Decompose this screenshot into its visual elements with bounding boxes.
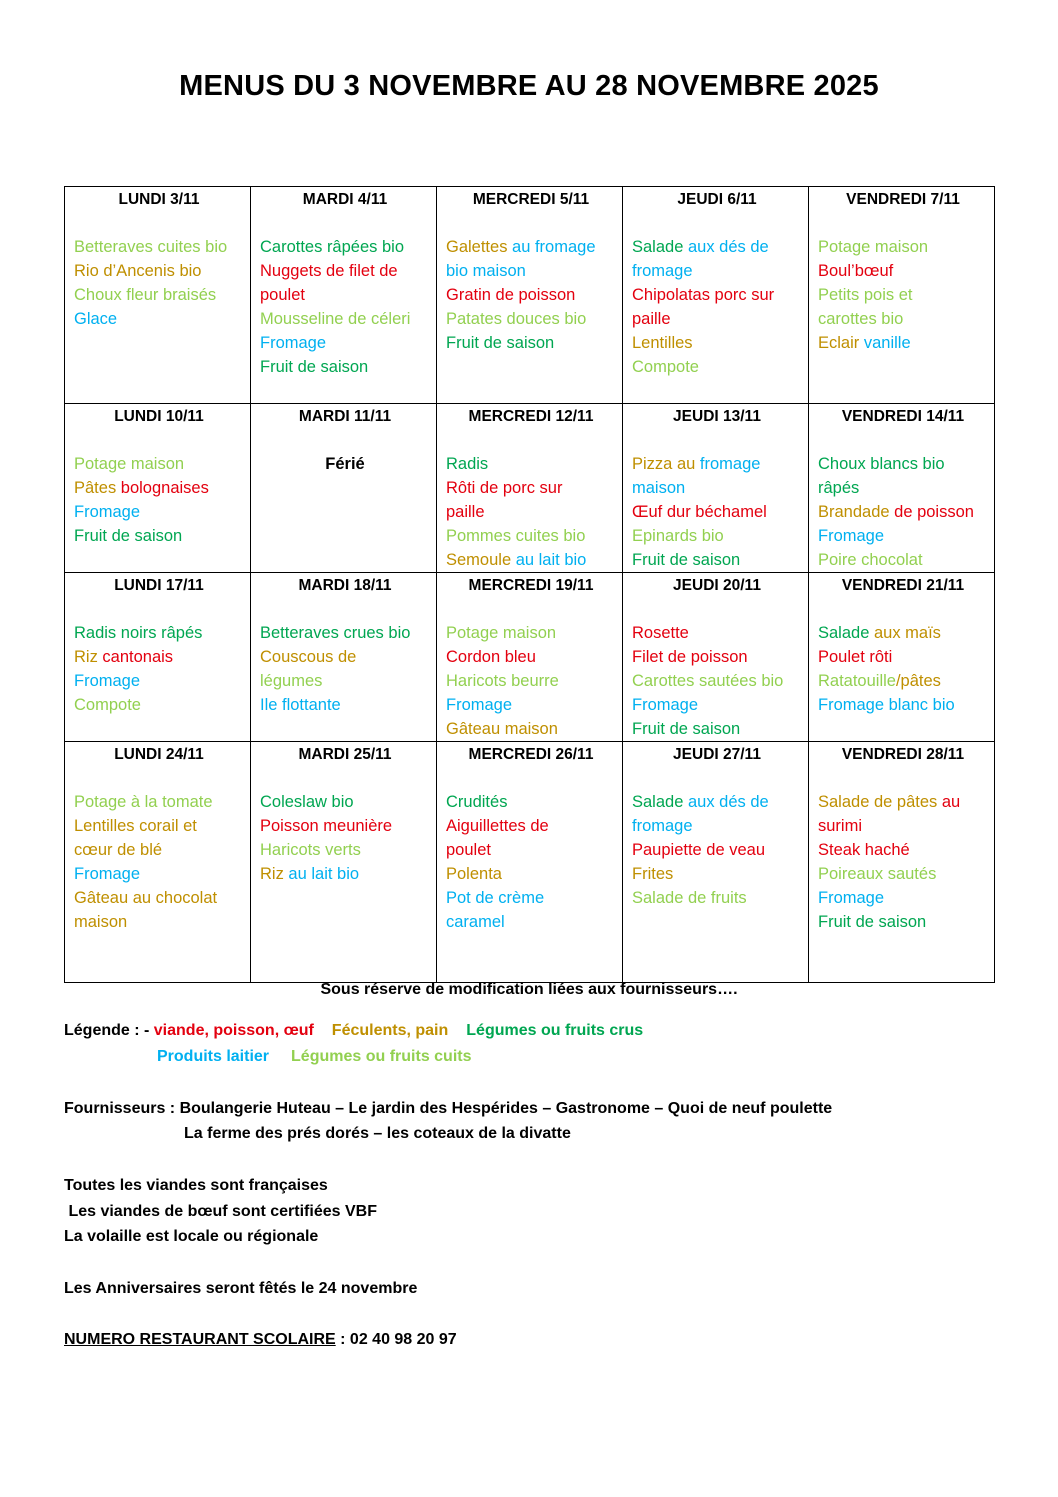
menu-item-text: Steak haché <box>818 841 910 859</box>
day-cell <box>437 404 623 573</box>
day-heading: LUNDI 10/11 <box>114 408 204 425</box>
menu-item-text: Fruit de saison <box>632 551 741 569</box>
menu-item <box>818 548 988 572</box>
menu-item-text: Potage maison <box>74 455 185 473</box>
day-cell <box>623 742 809 983</box>
menu-item-text: Fromage <box>446 696 513 714</box>
day-heading: LUNDI 17/11 <box>114 577 204 594</box>
menu-item-text: Lentilles <box>632 334 693 352</box>
day-cell <box>623 187 809 404</box>
menu-item-text: poulet <box>260 286 305 304</box>
menu-item-text: Fromage <box>818 527 885 545</box>
menu-item-text: au <box>937 793 961 811</box>
menu-item <box>446 886 616 910</box>
week-row <box>65 404 995 573</box>
day-heading: MERCREDI 12/11 <box>468 408 594 425</box>
menu-item-text: Riz <box>74 648 98 666</box>
menu-item <box>632 259 802 283</box>
day-heading: VENDREDI 14/11 <box>841 408 965 425</box>
menu-item <box>446 283 616 307</box>
menu-item <box>632 886 802 910</box>
menu-item-text: Aiguillettes de <box>446 817 549 835</box>
phone-label: NUMERO RESTAURANT SCOLAIRE <box>64 1331 336 1348</box>
day-cell <box>251 573 437 742</box>
menu-item-text: Pâtes <box>74 479 117 497</box>
menu-item <box>260 259 430 283</box>
day-cell <box>437 742 623 983</box>
day-cell <box>437 187 623 404</box>
menu-item <box>818 838 988 862</box>
day-cell <box>437 573 623 742</box>
day-heading: MERCREDI 19/11 <box>468 577 594 594</box>
menu-item-text: Couscous de <box>260 648 357 666</box>
menu-item-text: bolognaises <box>116 479 209 497</box>
menu-item <box>632 621 802 645</box>
day-cell <box>623 404 809 573</box>
menu-item-text: fromage <box>632 262 693 280</box>
menu-item <box>260 283 430 307</box>
menu-item-text: Fromage <box>74 865 141 883</box>
menu-item-text: Poulet rôti <box>818 648 893 666</box>
menu-item <box>632 235 802 259</box>
menu-item-text: Semoule <box>446 551 512 569</box>
menu-item <box>446 476 616 500</box>
menu-item-text: Chipolatas porc sur <box>632 286 775 304</box>
menu-item <box>446 645 616 669</box>
menu-item-text: Pizza <box>632 455 673 473</box>
menu-item <box>446 452 616 476</box>
menu-item <box>818 790 988 814</box>
day-heading: MERCREDI 5/11 <box>472 191 590 208</box>
menu-item <box>818 524 988 548</box>
menu-item-text: bio maison <box>446 262 526 280</box>
menu-item-text: Salade de fruits <box>632 889 747 907</box>
menu-item <box>446 910 616 934</box>
menu-item <box>260 307 430 331</box>
menu-item <box>632 790 802 814</box>
menu-item <box>818 331 988 355</box>
menu-item-text: Nuggets de filet de <box>260 262 398 280</box>
menu-item <box>446 814 616 838</box>
menu-item-text: Radis noirs râpés <box>74 624 203 642</box>
menu-item <box>446 693 616 717</box>
legend-row-1 <box>64 1021 657 1041</box>
menu-item <box>632 838 802 862</box>
suppliers-line-2: La ferme des prés dorés – les coteaux de la divatte <box>184 1125 571 1142</box>
menu-item <box>74 307 244 331</box>
menu-item-text: fromage <box>699 455 761 473</box>
menu-item <box>74 814 244 838</box>
menu-item <box>818 621 988 645</box>
menu-item <box>446 838 616 862</box>
menu-item-text: Choux fleur braisés <box>74 286 217 304</box>
menu-item-text: carottes bio <box>818 310 904 328</box>
menu-item-text: Coleslaw bio <box>260 793 354 811</box>
menu-item-text: Fruit de saison <box>260 358 369 376</box>
day-heading: JEUDI 27/11 <box>673 746 761 763</box>
menu-item <box>446 331 616 355</box>
menu-item <box>260 235 430 259</box>
legend-raw: Légumes ou fruits crus <box>466 1022 644 1039</box>
menu-item-text: Pommes cuites bio <box>446 527 586 545</box>
menu-item <box>74 862 244 886</box>
menu-item <box>260 862 430 886</box>
menu-item-text: Crudités <box>446 793 508 811</box>
menu-item-text: surimi <box>818 817 862 835</box>
menu-item-text: maison <box>74 913 128 931</box>
menu-item <box>74 886 244 910</box>
menu-item-text: cœur de blé <box>74 841 163 859</box>
menu-item <box>632 524 802 548</box>
menu-item <box>632 355 802 379</box>
menu-item <box>632 645 802 669</box>
week-row <box>65 187 995 404</box>
menu-item-text: au <box>672 455 700 473</box>
menu-item-text: Potage maison <box>818 238 929 256</box>
menu-item-text: Epinards bio <box>632 527 724 545</box>
phone-line <box>64 1330 457 1350</box>
menu-item <box>818 452 988 476</box>
menu-item <box>260 814 430 838</box>
suppliers-line-1: Fournisseurs : Boulangerie Huteau – Le jardin des Hespérides – Gastronome – Quoi de neuf poulette <box>64 1100 833 1117</box>
menu-item-text: Carottes râpées bio <box>260 238 404 256</box>
day-cell <box>809 187 995 404</box>
menu-item <box>74 452 244 476</box>
menu-item-text: Gâteau maison <box>446 720 558 738</box>
day-cell <box>65 742 251 983</box>
day-heading: JEUDI 20/11 <box>673 577 761 594</box>
day-heading: VENDREDI 28/11 <box>841 746 965 763</box>
menu-item-text: Salade <box>632 793 684 811</box>
menu-item-text: Frites <box>632 865 674 883</box>
menu-item <box>818 645 988 669</box>
day-heading: VENDREDI 21/11 <box>841 577 965 594</box>
menu-item <box>74 524 244 548</box>
meat-origin-line-1: Toutes les viandes sont françaises <box>64 1177 328 1194</box>
menu-item <box>818 283 988 307</box>
menu-item-text: Filet de poisson <box>632 648 748 666</box>
menu-item <box>446 524 616 548</box>
day-heading: JEUDI 13/11 <box>673 408 761 425</box>
menu-item <box>446 862 616 886</box>
menu-item-text: Radis <box>446 455 489 473</box>
holiday-label: Férié <box>325 455 365 473</box>
menu-item <box>260 669 430 693</box>
menu-item <box>260 645 430 669</box>
menu-item-text: Compote <box>74 696 141 714</box>
menu-item-text: Brandade <box>818 503 890 521</box>
day-cell <box>251 404 437 573</box>
menu-item <box>74 838 244 862</box>
menu-item <box>260 355 430 379</box>
menu-item-text: Fromage <box>74 503 141 521</box>
menu-item <box>260 790 430 814</box>
menu-item-text: Fruit de saison <box>74 527 183 545</box>
menu-item <box>818 814 988 838</box>
menu-item <box>632 862 802 886</box>
menu-item-text: Carottes sautées bio <box>632 672 784 690</box>
menu-item <box>74 235 244 259</box>
menu-item <box>446 717 616 741</box>
menu-item-text: Fruit de saison <box>818 913 927 931</box>
menu-item <box>74 621 244 645</box>
menu-item-text: Fromage blanc bio <box>818 696 955 714</box>
menu-item <box>818 259 988 283</box>
menu-item <box>446 259 616 283</box>
birthday-note: Les Anniversaires seront fêtés le 24 novembre <box>64 1280 418 1297</box>
legend-meat: viande, poisson, œuf <box>153 1022 314 1039</box>
menu-item-text: Rio d’Ancenis bio <box>74 262 202 280</box>
phone-number: : 02 40 98 20 97 <box>335 1331 457 1348</box>
menu-item <box>818 476 988 500</box>
menu-item <box>446 548 616 572</box>
menu-item-text: Fruit de saison <box>632 720 741 738</box>
legend-starch: Féculents, pain <box>331 1022 449 1039</box>
menu-item <box>74 500 244 524</box>
menu-item <box>446 235 616 259</box>
menu-item-text: Poisson meunière <box>260 817 393 835</box>
menu-item <box>818 862 988 886</box>
menu-item-text: aux dés de <box>683 238 769 256</box>
menu-item <box>632 476 802 500</box>
day-heading: MARDI 4/11 <box>302 191 388 208</box>
menu-item <box>446 790 616 814</box>
menu-item-text: Choux blancs bio <box>818 455 945 473</box>
menu-item-text: Mousseline de céleri <box>260 310 411 328</box>
menu-item <box>818 235 988 259</box>
menu-item <box>446 621 616 645</box>
menu-item-text: Fromage <box>260 334 327 352</box>
menu-item-text: Rosette <box>632 624 689 642</box>
menu-item <box>632 693 802 717</box>
legend-dairy: Produits laitier <box>157 1048 270 1065</box>
menu-item <box>74 476 244 500</box>
day-cell <box>65 404 251 573</box>
menu-item-text: Fromage <box>74 672 141 690</box>
meat-origin-line-2: Les viandes de bœuf sont certifiées VBF <box>64 1203 377 1220</box>
menu-item <box>446 307 616 331</box>
menu-item-text: Gratin de poisson <box>446 286 576 304</box>
menu-item <box>446 500 616 524</box>
menu-item-text: maison <box>632 479 686 497</box>
day-cell <box>809 573 995 742</box>
day-cell <box>809 742 995 983</box>
menu-item-text: Petits pois et <box>818 286 913 304</box>
day-cell <box>65 187 251 404</box>
menu-item-text: Poire chocolat <box>818 551 923 569</box>
menu-item-text: Ile flottante <box>260 696 341 714</box>
menu-item-text: au lait bio <box>511 551 587 569</box>
legend-cooked: Légumes ou fruits cuits <box>291 1048 472 1065</box>
menu-item-text: Fruit de saison <box>446 334 555 352</box>
menu-item <box>74 259 244 283</box>
day-cell <box>251 187 437 404</box>
menu-item-text: Fromage <box>632 696 699 714</box>
menu-item-text: Lentilles corail et <box>74 817 197 835</box>
menu-item <box>260 838 430 862</box>
legend-label: Légende : - <box>64 1022 154 1039</box>
week-row <box>65 742 995 983</box>
menu-item <box>632 669 802 693</box>
menu-item-text: fromage <box>632 817 693 835</box>
day-heading: MERCREDI 26/11 <box>468 746 594 763</box>
legend-row-2 <box>157 1047 486 1067</box>
menu-item-text: Salade <box>818 624 870 642</box>
menu-item <box>260 693 430 717</box>
day-cell <box>65 573 251 742</box>
menu-item-text: Haricots beurre <box>446 672 559 690</box>
menu-item <box>818 693 988 717</box>
menu-item-text: Riz <box>260 865 284 883</box>
modification-note: Sous réserve de modification liées aux fournisseurs…. <box>320 981 738 998</box>
menu-item-text: râpés <box>818 479 860 497</box>
menu-item-text: Galettes <box>446 238 508 256</box>
menu-item-text: Cordon bleu <box>446 648 536 666</box>
menu-item-text: Fromage <box>818 889 885 907</box>
menu-item-text: caramel <box>446 913 505 931</box>
day-heading: VENDREDI 7/11 <box>846 191 960 208</box>
menu-item <box>818 669 988 693</box>
menu-item-text: Haricots verts <box>260 841 361 859</box>
menu-item <box>632 307 802 331</box>
menu-item-text: aux maïs <box>869 624 941 642</box>
menu-item-text: Polenta <box>446 865 502 883</box>
menu-item <box>632 500 802 524</box>
menu-item <box>260 621 430 645</box>
page-title: MENUS DU 3 NOVEMBRE AU 28 NOVEMBRE 2025 <box>179 70 879 102</box>
day-heading: MARDI 25/11 <box>298 746 392 763</box>
week-row <box>65 573 995 742</box>
menu-item <box>74 693 244 717</box>
menu-item-text: cantonais <box>97 648 174 666</box>
day-cell <box>251 742 437 983</box>
menu-item-text: Salade <box>632 238 684 256</box>
menu-item-text: Potage à la tomate <box>74 793 213 811</box>
day-heading: MARDI 11/11 <box>298 408 392 425</box>
menu-item-text: Rôti de porc sur <box>446 479 563 497</box>
menu-table <box>64 186 995 983</box>
menu-item-text: au fromage <box>507 238 596 256</box>
menu-item-text: paille <box>446 503 485 521</box>
menu-item-text: de poisson <box>889 503 974 521</box>
menu-item-text: Patates douces bio <box>446 310 587 328</box>
menu-item <box>74 669 244 693</box>
menu-item <box>74 910 244 934</box>
day-heading: MARDI 18/11 <box>298 577 392 594</box>
menu-item <box>632 331 802 355</box>
menu-item <box>74 645 244 669</box>
menu-item-text: Eclair <box>818 334 860 352</box>
menu-item <box>632 717 802 741</box>
menu-item-text: poulet <box>446 841 491 859</box>
day-cell <box>809 404 995 573</box>
menu-item-text: Boul’bœuf <box>818 262 894 280</box>
menu-item-text: Compote <box>632 358 699 376</box>
menu-item-text: Paupiette de veau <box>632 841 766 859</box>
menu-item-text: au lait bio <box>283 865 360 883</box>
menu-item <box>74 790 244 814</box>
day-cell <box>623 573 809 742</box>
day-heading: JEUDI 6/11 <box>677 191 757 208</box>
menu-item-text: Betteraves cuites bio <box>74 238 228 256</box>
menu-item <box>74 283 244 307</box>
menu-item <box>632 452 802 476</box>
menu-item <box>818 500 988 524</box>
menu-item <box>818 910 988 934</box>
menu-item-text: /pâtes <box>895 672 941 690</box>
menu-item <box>632 814 802 838</box>
menu-item-text: paille <box>632 310 671 328</box>
menu-item-text: Betteraves crues bio <box>260 624 411 642</box>
menu-item <box>446 669 616 693</box>
menu-item-text: Potage maison <box>446 624 557 642</box>
menu-item-text: Gâteau au chocolat <box>74 889 218 907</box>
day-heading: LUNDI 3/11 <box>118 191 200 208</box>
menu-item <box>632 283 802 307</box>
menu-item-text: Salade de pâtes <box>818 793 938 811</box>
menu-item-text: légumes <box>260 672 323 690</box>
menu-item-text: Poireaux sautés <box>818 865 937 883</box>
menu-item <box>818 886 988 910</box>
day-heading: LUNDI 24/11 <box>114 746 204 763</box>
menu-item <box>260 331 430 355</box>
menu-item <box>818 307 988 331</box>
meat-origin-line-3: La volaille est locale ou régionale <box>64 1228 319 1245</box>
menu-item-text: Ratatouille <box>818 672 896 690</box>
menu-item-text: Glace <box>74 310 118 328</box>
menu-item-text: Œuf dur béchamel <box>632 503 767 521</box>
menu-item-text: aux dés de <box>683 793 769 811</box>
menu-item-text: Pot de crème <box>446 889 545 907</box>
menu-item-text: vanille <box>859 334 911 352</box>
menu-item <box>632 548 802 572</box>
